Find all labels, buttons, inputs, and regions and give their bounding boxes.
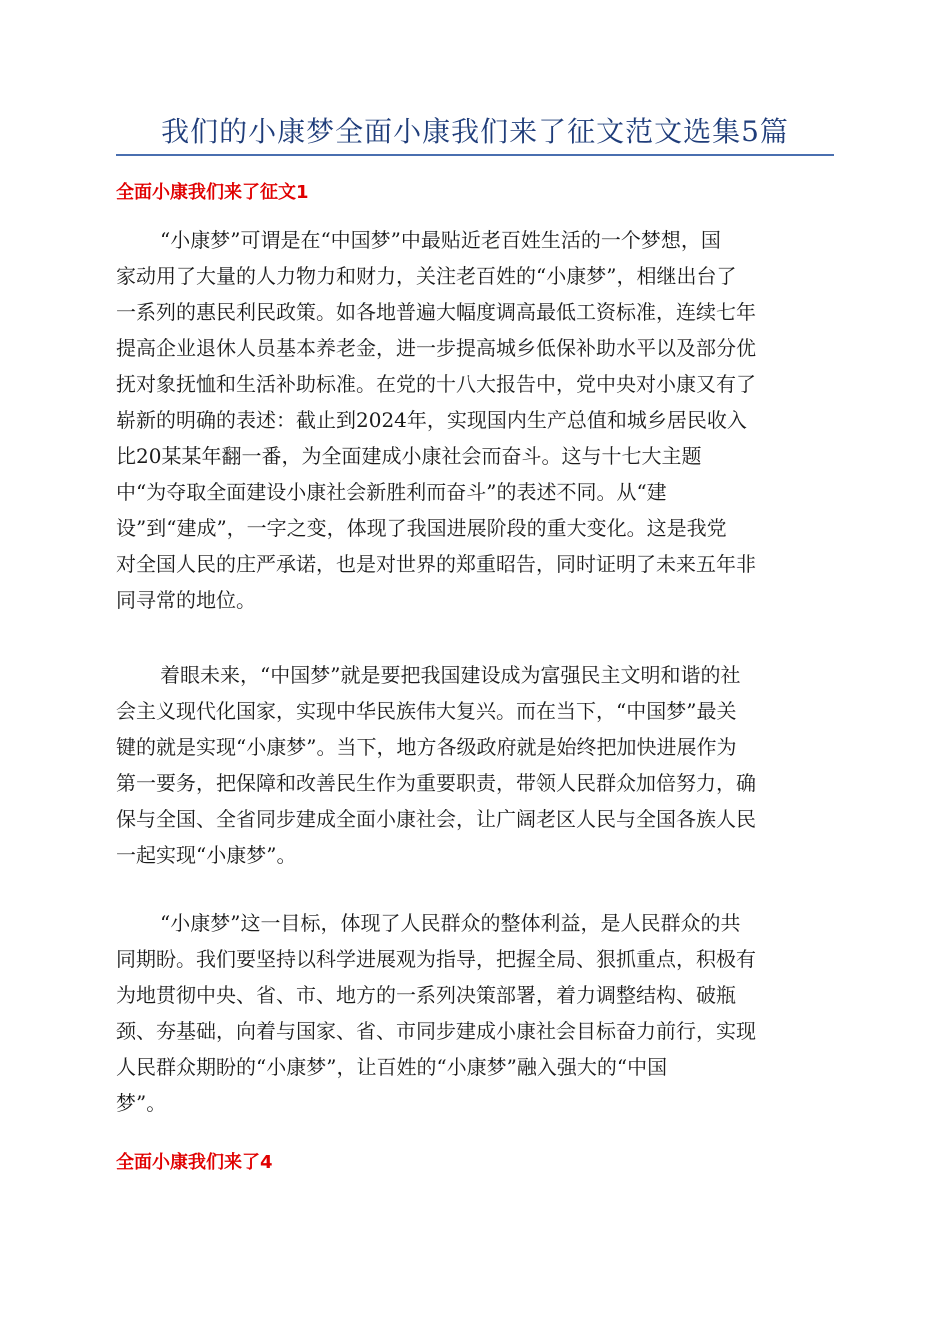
section-heading-2: 全面小康我们来了4 [116, 1152, 273, 1173]
document-title: 我们的小康梦全面小康我们来了征文范文选集5篇 [161, 115, 789, 148]
paragraph-line: 对全国人民的庄严承诺，也是对世界的郑重昭告，同时证明了未来五年非 [116, 552, 756, 576]
paragraph-line: 设”到“建成”，一字之变，体现了我国进展阶段的重大变化。这是我党 [116, 516, 727, 540]
paragraph-line: 同期盼。我们要坚持以科学进展观为指导，把握全局、狠抓重点，积极有 [116, 947, 756, 971]
paragraph-line: 同寻常的地位。 [116, 588, 256, 612]
paragraph-line: 保与全国、全省同步建成全面小康社会，让广阔老区人民与全国各族人民 [116, 807, 756, 831]
paragraph-line: 一起实现“小康梦”。 [116, 843, 297, 867]
paragraph-line: 提高企业退休人员基本养老金，进一步提高城乡低保补助水平以及部分优 [116, 336, 756, 360]
paragraph-line: 人民群众期盼的“小康梦”，让百姓的“小康梦”融入强大的“中国 [116, 1055, 668, 1079]
paragraph-line: 键的就是实现“小康梦”。当下，地方各级政府就是始终把加快进展作为 [116, 735, 737, 759]
paragraph-line: 抚对象抚恤和生活补助标准。在党的十八大报告中，党中央对小康又有了 [116, 372, 756, 396]
paragraph-line: 崭新的明确的表述：截止到2024年，实现国内生产总值和城乡居民收入 [116, 408, 747, 432]
paragraph-line: 会主义现代化国家，实现中华民族伟大复兴。而在当下，“中国梦”最关 [116, 699, 737, 723]
paragraph-line: 梦”。 [116, 1091, 167, 1115]
paragraph-line: 为地贯彻中央、省、市、地方的一系列决策部署，着力调整结构、破瓶 [116, 983, 736, 1007]
paragraph-1 [116, 222, 834, 618]
paragraph-line: 一系列的惠民利民政策。如各地普遍大幅度调高最低工资标准，连续七年 [116, 300, 756, 324]
paragraph-line: 颈、夯基础，向着与国家、省、市同步建成小康社会目标奋力前行，实现 [116, 1019, 756, 1043]
paragraph-line: “小康梦”这一目标，体现了人民群众的整体利益，是人民群众的共 [160, 911, 741, 935]
paragraph-line: 第一要务，把保障和改善民生作为重要职责，带领人民群众加倍努力，确 [116, 771, 756, 795]
paragraph-line: 比20某某年翻一番，为全面建成小康社会而奋斗。这与十七大主题 [116, 444, 702, 468]
title-underline [116, 154, 834, 156]
paragraph-3 [116, 905, 834, 1121]
section-heading-1: 全面小康我们来了征文1 [116, 182, 309, 203]
paragraph-line: 中“为夺取全面建设小康社会新胜利而奋斗”的表述不同。从“建 [116, 480, 667, 504]
paragraph-line: 着眼未来，“中国梦”就是要把我国建设成为富强民主文明和谐的社 [160, 663, 741, 687]
paragraph-2 [116, 657, 834, 873]
paragraph-line: 家动用了大量的人力物力和财力，关注老百姓的“小康梦”，相继出台了 [116, 264, 737, 288]
paragraph-line: “小康梦”可谓是在“中国梦”中最贴近老百姓生活的一个梦想，国 [160, 228, 721, 252]
